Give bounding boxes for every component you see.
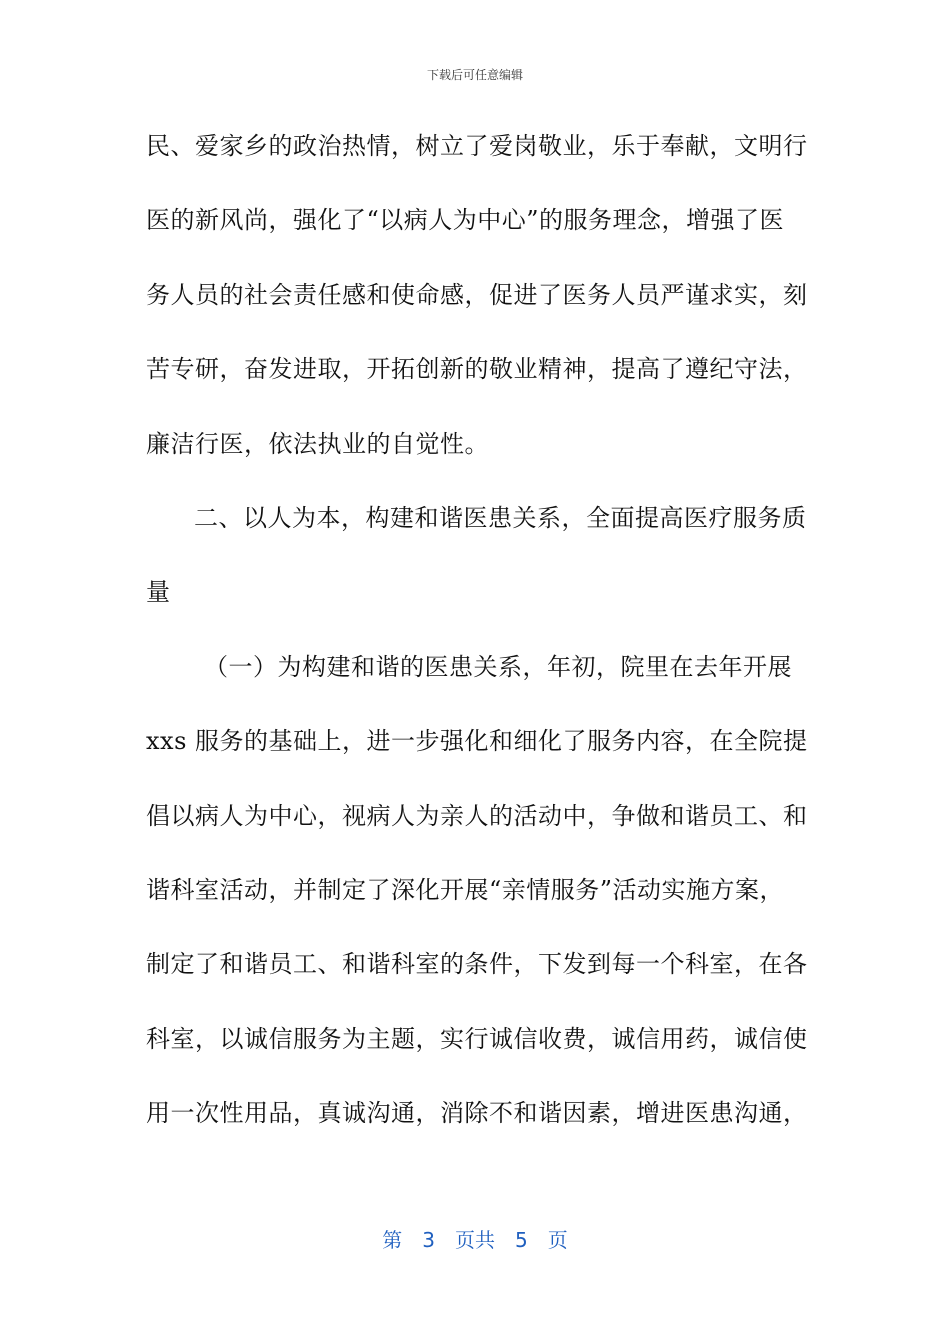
text-line: 倡以病人为中心，视病人为亲人的活动中，争做和谐员工、和 [146, 801, 808, 830]
text-line: 制定了和谐员工、和谐科室的条件，下发到每一个科室，在各 [146, 950, 808, 979]
text-line: 科室，以诚信服务为主题，实行诚信收费，诚信用药，诚信使 [146, 1024, 808, 1053]
footer-di: 第 [382, 1228, 403, 1252]
document-body [146, 126, 808, 1167]
text-line: 医的新风尚，强化了“以病人为中心”的服务理念，增强了医 [146, 206, 785, 235]
text-line: 廉洁行医，依法执业的自觉性。 [146, 429, 489, 458]
header-note: 下载后可任意编辑 [426, 68, 523, 82]
page-footer [0, 1224, 950, 1253]
section-heading-line: 量 [146, 578, 171, 607]
text-line: 民、爱家乡的政治热情，树立了爱岗敬业，乐于奉献，文明行 [146, 132, 808, 160]
text-line: xxs 服务的基础上，进一步强化和细化了服务内容，在全院提 [146, 727, 808, 756]
footer-page-number: 3 [422, 1228, 435, 1252]
text-line: 务人员的社会责任感和使命感，促进了医务人员严谨求实，刻 [146, 280, 808, 309]
footer-total-pages: 5 [515, 1228, 528, 1252]
footer-ye: 页 [547, 1228, 568, 1252]
footer-ye-gong: 页共 [455, 1228, 495, 1252]
section-heading-line: 二、以人为本，构建和谐医患关系，全面提高医疗服务质 [194, 503, 807, 532]
text-line: 谐科室活动，并制定了深化开展“亲情服务”活动实施方案， [146, 875, 785, 904]
text-line: 用一次性用品，真诚沟通，消除不和谐因素，增进医患沟通， [146, 1099, 808, 1128]
text-line: 苦专研，奋发进取，开拓创新的敬业精神，提高了遵纪守法， [146, 355, 808, 384]
text-line: （一）为构建和谐的医患关系，年初，院里在去年开展 [204, 652, 792, 681]
